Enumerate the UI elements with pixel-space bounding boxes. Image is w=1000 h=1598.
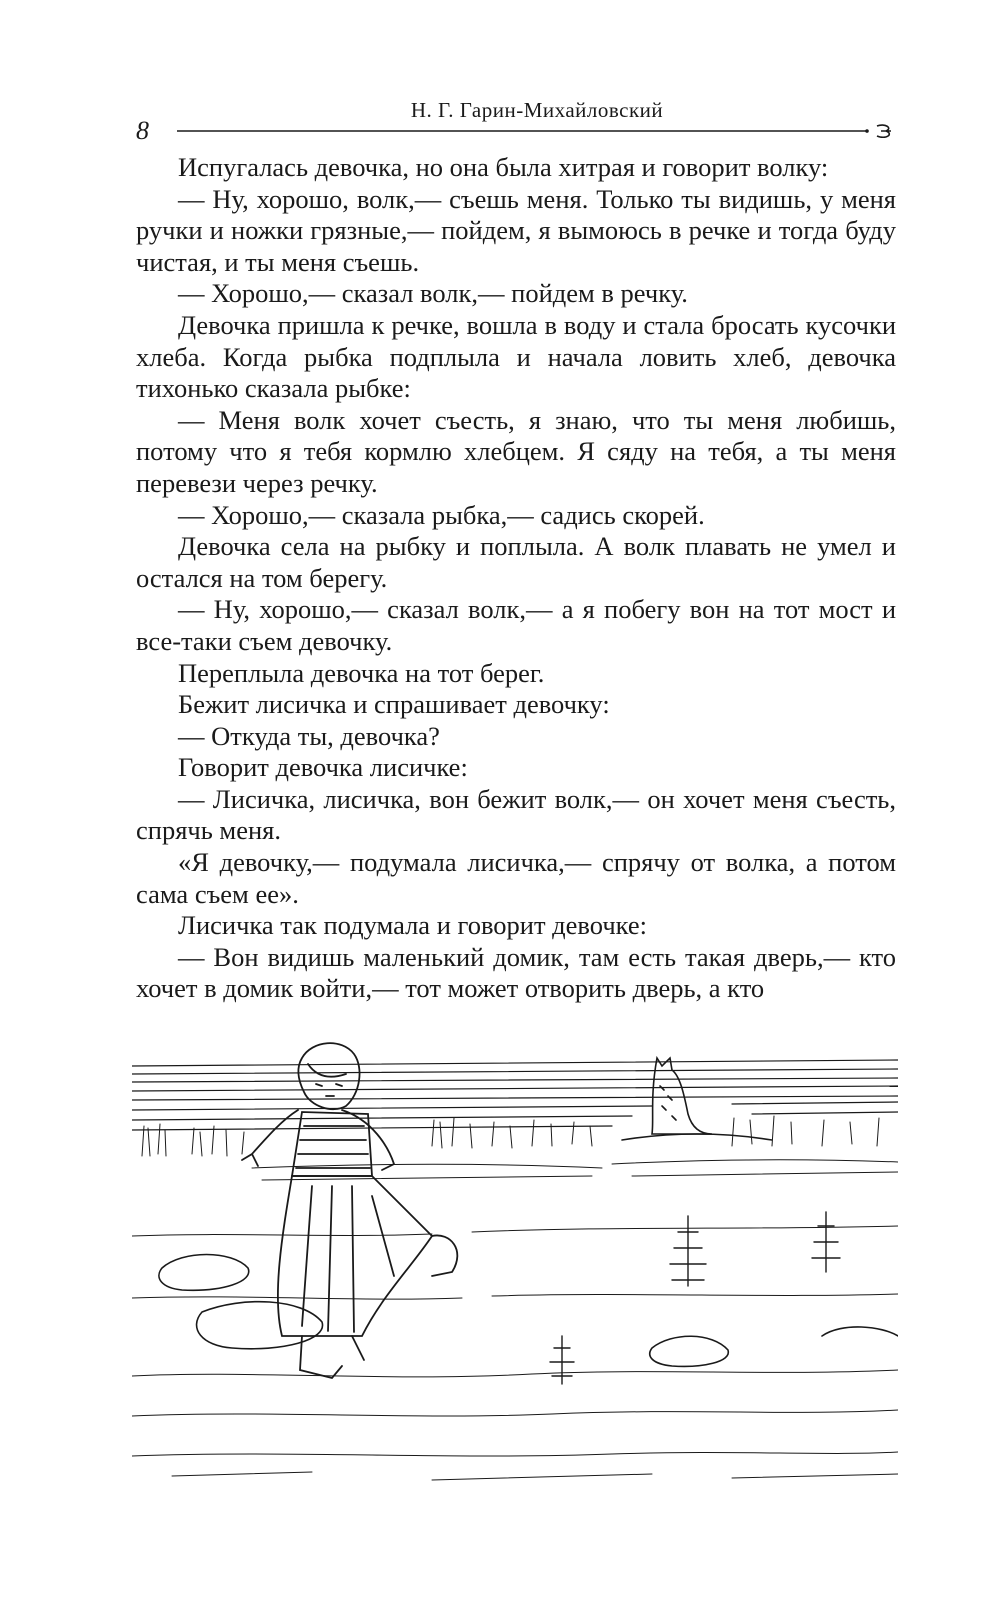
paragraph: — Хорошо,— сказала рыбка,— садись скорей. xyxy=(178,499,705,530)
paragraph: Испугалась девочка, но она была хитрая и говорит волку: xyxy=(178,152,829,182)
paragraph: — Вон видишь маленький домик, там есть такая дверь,— кто хочет в домик войти,— тот может отворить дверь, а кто xyxy=(136,941,896,1004)
paragraph: — Лисичка, лисичка, вон бежит волк,— он хочет меня съесть, спрячь меня. xyxy=(136,783,896,846)
paragraph: — Хорошо,— сказал волк,— пойдем в речку. xyxy=(178,278,688,309)
ground-hatching xyxy=(132,1226,898,1480)
paragraph: «Я девочку,— подумала лисичка,— спрячу от волка, а потом сама съем ее». xyxy=(136,847,896,909)
paragraph: Девочка пришла к речке, вошла в воду и стала бросать кусочки хлеба. Когда рыбка подплыла и начала ловить хлеб, девочка тихонько сказала рыбке: xyxy=(136,309,896,404)
running-title: Н. Г. Гарин-Михайловский xyxy=(410,98,664,122)
paragraph: — Ну, хорошо,— сказал волк,— а я побегу вон на тот мост и все-таки съем девочку. xyxy=(136,594,896,656)
river xyxy=(252,1160,898,1180)
illustration-girl-running-from-fox xyxy=(132,1036,898,1488)
reeds xyxy=(142,1116,879,1156)
paragraph: — Ну, хорошо, волк,— съешь меня. Только ты видишь, у меня ручки и ножки грязные,— пойдем, я вымоюсь в речке и тогда буду чистая, и ты меня съешь. xyxy=(136,183,896,277)
far-shore-hatching xyxy=(132,1060,898,1130)
paragraph: Девочка села на рыбку и поплыла. А волк плавать не умел и остался на том берегу. xyxy=(136,531,896,593)
paragraph: Лисичка так подумала и говорит девочке: xyxy=(178,910,647,941)
paragraph: Переплыла девочка на тот берег. xyxy=(178,657,545,688)
paragraph: — Откуда ты, девочка? xyxy=(178,720,440,751)
paragraph: Говорит девочка лисичке: xyxy=(178,752,468,783)
story-text xyxy=(136,152,896,1005)
paragraph: Бежит лисичка и спрашивает девочку: xyxy=(178,689,610,720)
paragraph: — Меня волк хочет съесть, я знаю, что ты меня любишь, потому что я тебя кормлю хлебцем. Я сяду на тебя, а ты меня перевези через речку. xyxy=(136,404,896,498)
saplings xyxy=(550,1212,840,1384)
rocks xyxy=(159,1255,898,1367)
page-header xyxy=(132,98,902,148)
header-ornament-rule xyxy=(177,124,899,138)
girl-figure xyxy=(242,1043,457,1378)
page-number: 8 xyxy=(136,116,149,145)
